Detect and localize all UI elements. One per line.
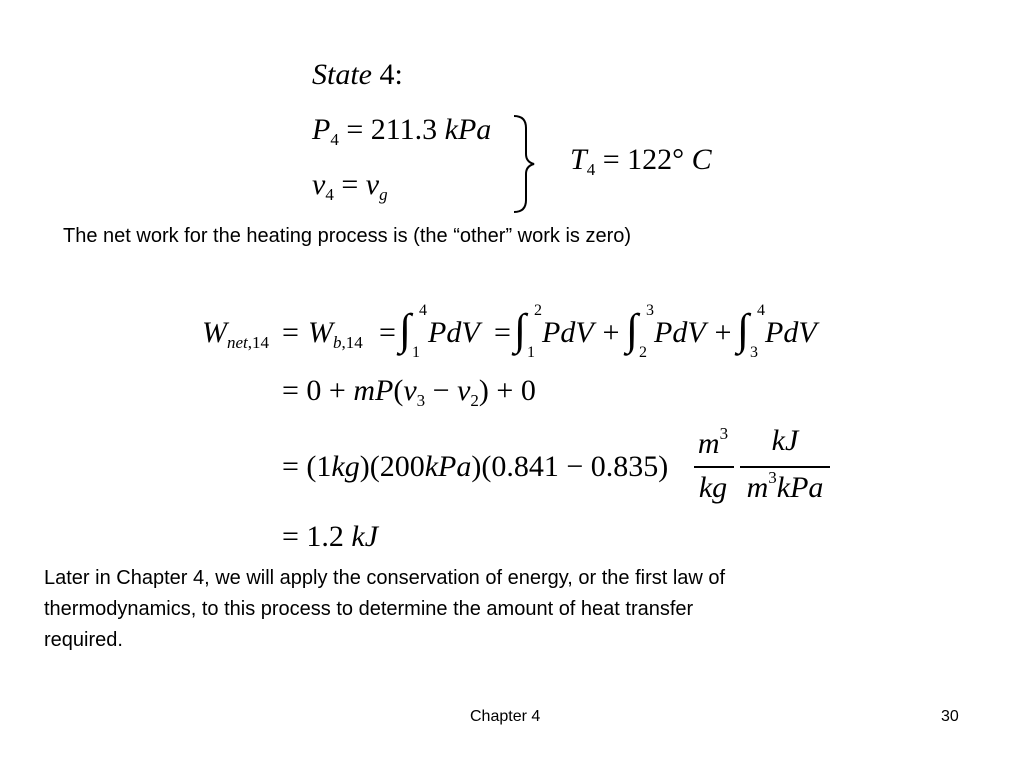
int3-body-text: PdV + bbox=[654, 316, 733, 349]
line2-v3: v bbox=[403, 374, 417, 407]
line3-kpa: kPa bbox=[424, 450, 472, 483]
integral-icon: ∫ bbox=[514, 305, 527, 354]
p-subscript: 4 bbox=[330, 130, 339, 149]
work-line-3 bbox=[282, 450, 668, 484]
fraction-m3-per-kg bbox=[692, 424, 734, 505]
line2-minus: − bbox=[432, 374, 450, 407]
p-unit: kPa bbox=[444, 113, 492, 146]
wb-symbol: W bbox=[308, 316, 333, 349]
int4-lower: 3 bbox=[750, 344, 758, 361]
work-line-2 bbox=[282, 374, 536, 411]
line2-pre: = 0 + bbox=[282, 374, 346, 407]
line2-mp: mP bbox=[353, 374, 394, 407]
frac2-numerator bbox=[738, 424, 832, 458]
closing-line-3: required. bbox=[44, 629, 123, 651]
int1-body: PdV bbox=[428, 316, 480, 349]
fraction-kj-per-m3kpa bbox=[738, 424, 832, 505]
int1-upper: 4 bbox=[419, 302, 427, 319]
int2-lower: 1 bbox=[527, 344, 535, 361]
frac2-den-m: m bbox=[746, 471, 769, 504]
closing-line-1: Later in Chapter 4, we will apply the conservation of energy, or the first law of bbox=[44, 567, 726, 589]
frac1-denominator bbox=[692, 471, 734, 505]
frac2-den-kpa: kPa bbox=[776, 471, 824, 504]
temperature-equation bbox=[570, 143, 712, 180]
int3-body bbox=[654, 316, 733, 350]
line3-close2: )(0.841 − 0.835) bbox=[471, 450, 669, 483]
w-symbol: W bbox=[202, 316, 227, 349]
pressure-equation bbox=[312, 113, 491, 150]
t-unit: C bbox=[691, 143, 712, 176]
v-symbol: v bbox=[312, 168, 326, 201]
int1-lower: 1 bbox=[412, 344, 420, 361]
closing-paragraph bbox=[44, 563, 974, 656]
work-line-4 bbox=[282, 520, 378, 554]
frac1-den: kg bbox=[698, 471, 728, 504]
equals-2: = bbox=[379, 316, 396, 349]
t-subscript: 4 bbox=[586, 160, 596, 179]
int2-body bbox=[542, 316, 621, 350]
frac1-num-sup: 3 bbox=[719, 424, 729, 443]
wb-sub-idx: ,14 bbox=[341, 333, 363, 352]
equals-1: = bbox=[282, 316, 299, 349]
t-symbol: T bbox=[570, 143, 587, 176]
wb-sub-b: b bbox=[333, 333, 342, 352]
intro-text: The net work for the heating process is (the “other” work is zero) bbox=[63, 225, 632, 247]
line2-v3-sub: 3 bbox=[416, 391, 426, 410]
closing-line-2: thermodynamics, to this process to determine the amount of heat transfer bbox=[44, 598, 694, 620]
line3-kg: kg bbox=[331, 450, 360, 483]
footer-chapter: Chapter 4 bbox=[470, 708, 541, 725]
v-subscript: 4 bbox=[325, 185, 334, 204]
v-rhs: v bbox=[365, 168, 380, 201]
int4-upper: 4 bbox=[757, 302, 765, 319]
line2-open: ( bbox=[393, 374, 404, 407]
w-sub-net: net bbox=[227, 333, 248, 352]
v-equals: = bbox=[341, 168, 359, 201]
frac2-num: kJ bbox=[771, 424, 799, 457]
frac1-numerator bbox=[692, 424, 734, 461]
frac1-num: m bbox=[697, 427, 720, 460]
t-value: = 122° bbox=[602, 143, 685, 176]
specific-volume-equation bbox=[312, 168, 388, 205]
line2-close: ) + 0 bbox=[478, 374, 536, 407]
integral-icon: ∫ bbox=[737, 305, 750, 354]
line3-equals: = bbox=[282, 450, 299, 483]
fraction-line bbox=[694, 466, 734, 468]
line2-v2: v bbox=[457, 374, 471, 407]
fraction-line bbox=[740, 466, 830, 468]
int2-upper: 2 bbox=[534, 302, 542, 319]
line3-close1: )(200 bbox=[359, 450, 425, 483]
work-line-1 bbox=[202, 302, 822, 362]
w-net-symbol bbox=[202, 316, 269, 353]
frac2-den-sup: 3 bbox=[768, 468, 777, 487]
equals-3: = bbox=[494, 316, 511, 349]
int3-upper: 3 bbox=[646, 302, 654, 319]
state-heading-num: 4: bbox=[379, 58, 403, 91]
w-sub-idx: ,14 bbox=[247, 333, 270, 352]
int3-lower: 2 bbox=[639, 344, 647, 361]
int4-body: PdV bbox=[765, 316, 817, 349]
line2-v2-sub: 2 bbox=[470, 391, 479, 410]
v-rhs-subscript: g bbox=[379, 185, 388, 204]
line4-pre: = 1.2 bbox=[282, 520, 344, 553]
line4-unit: kJ bbox=[351, 520, 379, 553]
frac2-denominator bbox=[738, 468, 832, 505]
state-heading-word: State bbox=[312, 58, 372, 91]
footer-page-number: 30 bbox=[941, 708, 959, 725]
state-heading bbox=[312, 58, 403, 92]
w-b-symbol bbox=[308, 316, 363, 353]
right-brace-icon bbox=[510, 114, 540, 214]
p-value: = 211.3 bbox=[346, 113, 438, 146]
integral-icon: ∫ bbox=[399, 305, 412, 354]
int2-body-text: PdV + bbox=[542, 316, 621, 349]
line3-open1: (1 bbox=[306, 450, 332, 483]
p-symbol: P bbox=[312, 113, 331, 146]
integral-icon: ∫ bbox=[626, 305, 639, 354]
